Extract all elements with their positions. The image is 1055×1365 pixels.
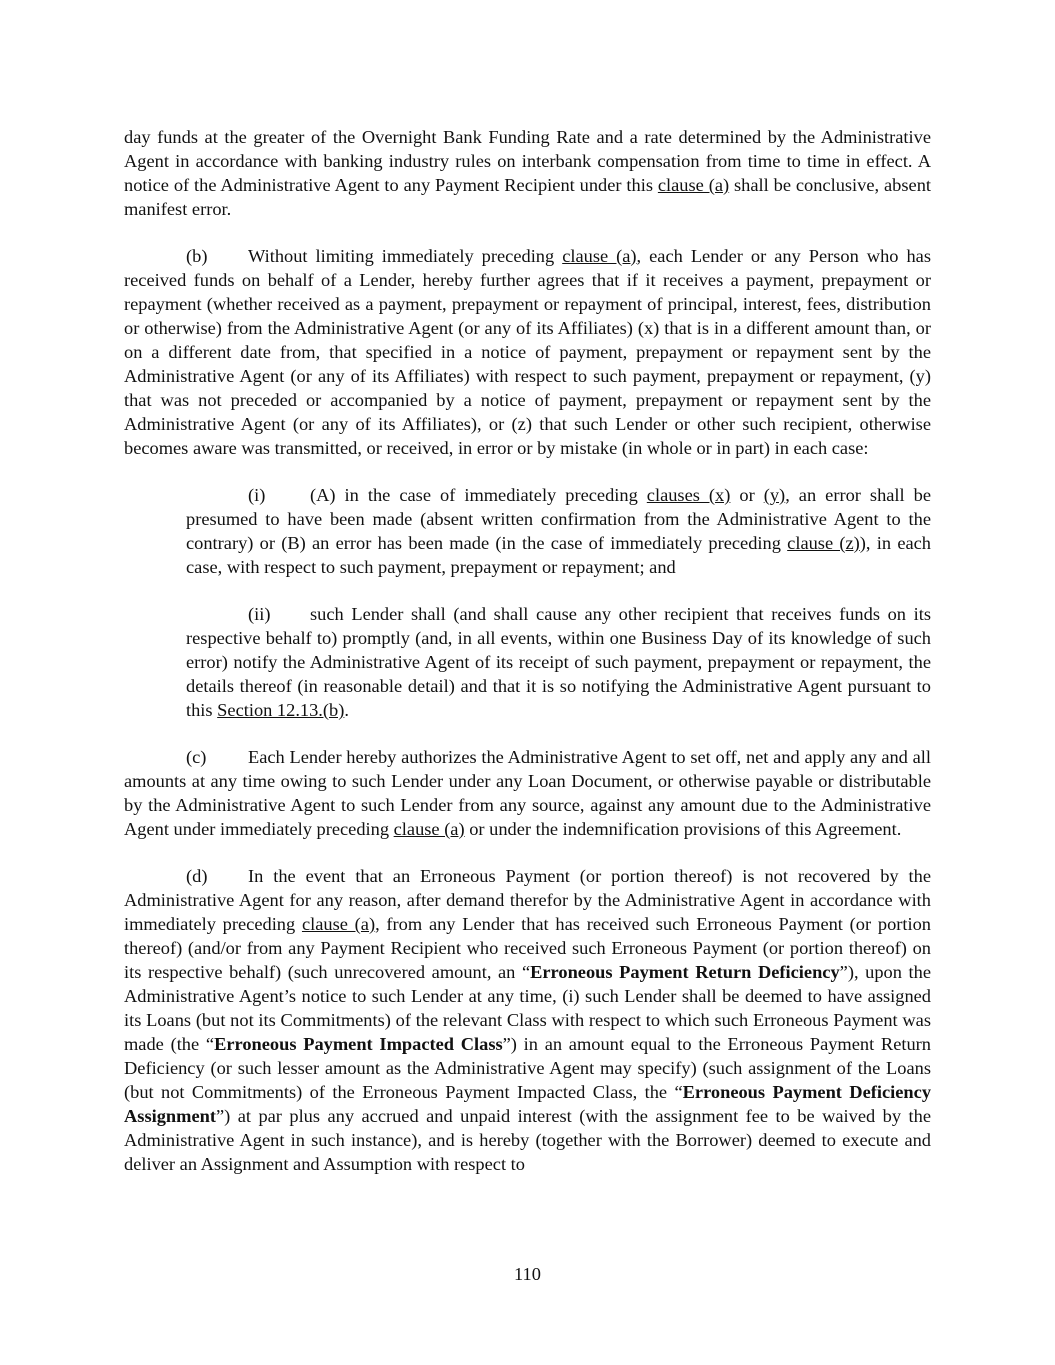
clause-reference: clause (a) — [301, 914, 376, 934]
paragraph-label: (i) — [248, 485, 266, 505]
clause-reference: clause (z) — [787, 533, 860, 553]
clause-reference: clause (a) — [657, 175, 730, 195]
paragraph-label: (b) — [186, 246, 208, 266]
paragraph-a-continued: day funds at the greater of the Overnight Bank Funding Rate and a rate determined by the Administrative Agent in accordance with banking industry rules on interbank compensation from time to time in effect. A notice of the Administrative Agent to any Payment Recipient under this clause (a) shall be conclusive, absent manifest error. — [124, 127, 931, 219]
defined-term: Erroneous Payment Impacted Class — [214, 1034, 503, 1054]
paragraph-b-ii: (ii) such Lender shall (and shall cause any other recipient that receives funds on its respective behalf to) promptly (and, in all events, within one Business Day of its knowledge of such error) notify the Administrative Agent of its receipt of such payment, prepayment or repayment, the details thereof (in reasonable detail) and that it is so notifying the Administrative Agent pursuant to this Section 12.13.(b). — [186, 604, 931, 720]
clause-reference: (y) — [763, 485, 786, 505]
clause-reference: clauses (x) — [646, 485, 731, 505]
paragraph-label: (ii) — [248, 604, 271, 624]
paragraph-c: (c) Each Lender hereby authorizes the Administrative Agent to set off, net and apply any and all amounts at any time owing to such Lender under any Loan Document, or otherwise payable or distributable by the Administrative Agent to such Lender from any source, against any amount due to the Administrative Agent under immediately preceding clause (a) or under the indemnification provisions of this Agreement. — [124, 747, 931, 839]
paragraph-d: (d) In the event that an Erroneous Payment (or portion thereof) is not recovered by the Administrative Agent for any reason, after demand therefor by the Administrative Agent in accordance with immediately preceding clause (a), from any Lender that has received such Erroneous Payment (or portion thereof) (and/or from any Payment Recipient who received such Erroneous Payment (or portion thereof) on its respective behalf) (such unrecovered amount, an “Erroneous Payment Return Deficiency”), upon the Administrative Agent’s notice to such Lender at any time, (i) such Lender shall be deemed to have assigned its Loans (but not its Commitments) of the relevant Class with respect to which such Erroneous Payment was made (the “Erroneous Payment Impacted Class”) in an amount equal to the Erroneous Payment Return Deficiency (or such lesser amount as the Administrative Agent may specify) (such assignment of the Loans (but not Commitments) of the Erroneous Payment Impacted Class, the “Erroneous Payment Deficiency Assignment”) at par plus any accrued and unpaid interest (with the assignment fee to be waived by the Administrative Agent in such instance), and is hereby (together with the Borrower) deemed to execute and deliver an Assignment and Assumption with respect to — [124, 866, 932, 1174]
defined-term: Erroneous Payment Return Deficiency — [530, 962, 840, 982]
clause-reference: clause (a) — [393, 819, 465, 839]
clause-reference: clause (a) — [562, 246, 637, 266]
page-number: 110 — [514, 1264, 541, 1284]
document-body — [124, 125, 931, 1199]
paragraph-b: (b) Without limiting immediately preceding clause (a), each Lender or any Person who has received funds on behalf of a Lender, hereby further agrees that if it receives a payment, prepayment or repayment (whether received as a payment, prepayment or repayment of principal, interest, fees, distribution or otherwise) from the Administrative Agent (or any of its Affiliates) (x) that is in a different amount than, or on a different date from, that specified in a notice of payment, prepayment or repayment sent by the Administrative Agent (or any of its Affiliates) with respect to such payment, prepayment or repayment, (y) that was not preceded or accompanied by a notice of payment, prepayment or repayment sent by the Administrative Agent (or any of its Affiliates), or (z) that such Lender or other such recipient, otherwise becomes aware was transmitted, or received, in error or by mistake (in whole or in part) in each case: — [124, 246, 931, 458]
defined-term: Erroneous Payment Deficiency Assignment — [124, 1082, 932, 1126]
section-reference: Section 12.13.(b) — [217, 700, 345, 720]
paragraph-label: (c) — [186, 747, 207, 767]
paragraph-label: (d) — [186, 866, 208, 886]
paragraph-b-i: (i) (A) in the case of immediately preceding clauses (x) or (y), an error shall be presumed to have been made (absent written confirmation from the Administrative Agent to the contrary) or (B) an error has been made (in the case of immediately preceding clause (z)), in each case, with respect to such payment, prepayment or repayment; and — [186, 485, 932, 577]
